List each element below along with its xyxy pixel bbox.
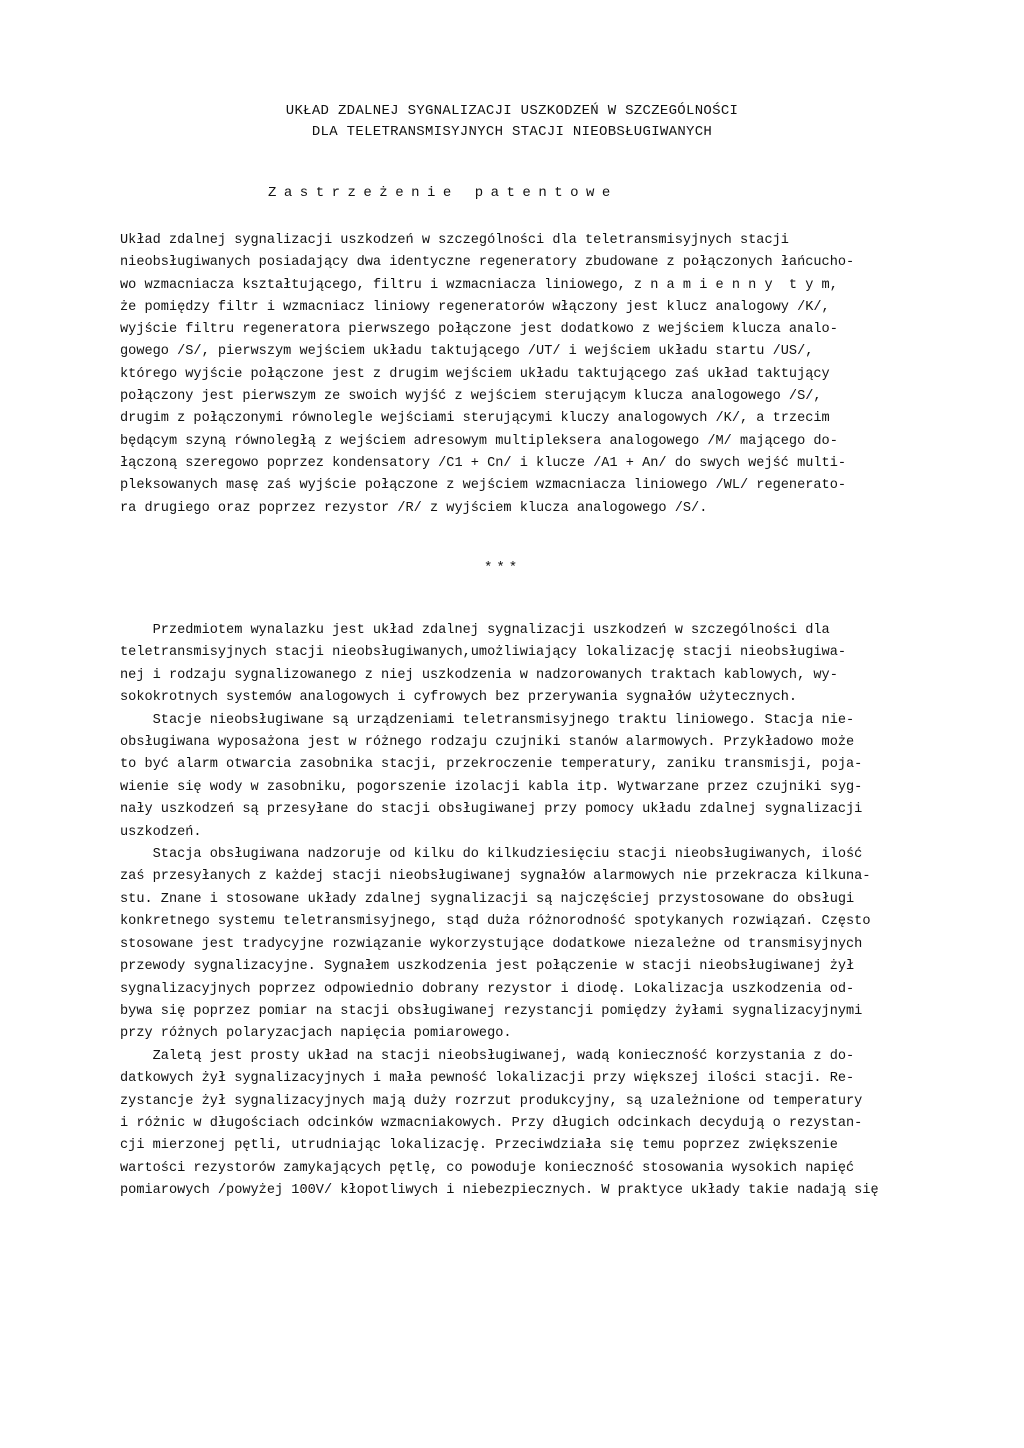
body-line: zaś przesyłanych z każdej stacji nieobsługiwanej sygnałów alarmowych nie przekracza kilkuna- bbox=[120, 869, 871, 885]
claim-line: gowego /S/, pierwszym wejściem układu taktującego /UT/ i wejściem układu startu /US/, bbox=[120, 344, 814, 360]
body-line: Stacja obsługiwana nadzoruje od kilku do kilkudziesięciu stacji nieobsługiwanych, ilość bbox=[120, 847, 863, 863]
claim-line: nieobsługiwanych posiadający dwa identyczne regeneratory zbudowane z połączonych łańcucho- bbox=[120, 255, 855, 271]
document-title-line-1: UKŁAD ZDALNEJ SYGNALIZACJI USZKODZEŃ W SZCZEGÓLNOŚCI bbox=[285, 103, 739, 119]
body-line: i różnic w długościach odcinków wzmacniakowych. Przy długich odcinkach decydują o rezystan- bbox=[120, 1115, 863, 1131]
claim-line: pleksowanych masę zaś wyjście połączone z wejściem wzmacniacza liniowego /WL/ regenerato- bbox=[120, 478, 847, 494]
body-line: nały uszkodzeń są przesyłane do stacji obsługiwanej przy pomocy układu zdalnej sygnalizacji bbox=[120, 802, 863, 818]
body-line: wienie się wody w zasobniku, pogorszenie izolacji kabla itp. Wytwarzane przez czujniki syg- bbox=[120, 779, 863, 795]
body-line: to być alarm otwarcia zasobnika stacji, przekroczenie temperatury, zaniku transmisji, poja- bbox=[120, 757, 863, 773]
body-line: przy różnych polaryzacjach napięcia pomiarowego. bbox=[120, 1026, 512, 1042]
body-line: pomiarowych /powyżej 100V/ kłopotliwych i niebezpiecznych. W praktyce układy takie nadają się bbox=[120, 1183, 879, 1199]
body-line: przewody sygnalizacyjne. Sygnałem uszkodzenia jest połączenie w stacji nieobsługiwanej żył bbox=[120, 959, 855, 975]
body-line: wartości rezystorów zamykających pętlę, co powoduje konieczność stosowania wysokich napięć bbox=[120, 1160, 855, 1176]
document-title-line-2: DLA TELETRANSMISYJNYCH STACJI NIEOBSŁUGIWANYCH bbox=[311, 124, 713, 140]
body-line: stu. Znane i stosowane układy zdalnej sygnalizacji są najczęściej przystosowane do obsługi bbox=[120, 891, 855, 907]
body-line: Stacje nieobsługiwane są urządzeniami teletransmisyjnego traktu liniowego. Stacja nie- bbox=[120, 712, 855, 728]
body-line: sygnalizacyjnych poprzez odpowiednio dobrany rezystor i diodę. Lokalizacja uszkodzenia od- bbox=[120, 981, 855, 997]
section-separator: *** bbox=[484, 560, 522, 576]
body-line: sokokrotnych systemów analogowych i cyfrowych bez przerywania sygnałów użytecznych. bbox=[120, 690, 798, 706]
body-line: bywa się poprzez pomiar na stacji obsługiwanej rezystancji pomiędzy żyłami sygnalizacyjnymi bbox=[120, 1003, 863, 1019]
claims-heading: Zastrzeżenie patentowe bbox=[268, 185, 618, 201]
body-line: uszkodzeń. bbox=[120, 824, 202, 840]
body-line: Przedmiotem wynalazku jest układ zdalnej sygnalizacji uszkodzeń w szczególności dla bbox=[120, 623, 830, 638]
claim-line: którego wyjście połączone jest z drugim wejściem układu taktującego zaś układ taktujący bbox=[120, 366, 830, 382]
claim-line: wyjście filtru regeneratora pierwszego połączone jest dodatkowo z wejściem klucza analo- bbox=[120, 322, 838, 338]
body-line: zystancje żył sygnalizacyjnych mają duży rozrzut produkcyjny, są uzależnione od temperatury bbox=[120, 1093, 863, 1109]
body-line: teletransmisyjnych stacji nieobsługiwanych,umożliwiający lokalizację stacji nieobsługiwa- bbox=[120, 645, 847, 661]
body-line: obsługiwana wyposażona jest w różnego rodzaju czujniki stanów alarmowych. Przykładowo może bbox=[120, 735, 855, 751]
claim-line: że pomiędzy filtr i wzmacniacz liniowy regeneratorów włączony jest klucz analogowy /K/, bbox=[120, 299, 830, 315]
body-line: cji mierzonej pętli, utrudniając lokalizację. Przeciwdziała się temu poprzez zwiększenie bbox=[120, 1138, 838, 1154]
claim-paragraph bbox=[120, 230, 906, 520]
claim-line: wo wzmacniacza kształtującego, filtru i wzmacniacza liniowego, z n a m i e n n y t y m, bbox=[120, 277, 838, 293]
body-line: nej i rodzaju sygnalizowanego z niej uszkodzenia w nadzorowanych traktach kablowych, wy- bbox=[120, 667, 838, 683]
claim-line: łączoną szeregowo poprzez kondensatory /C1 + Cn/ i klucze /A1 + An/ do swych wejść multi- bbox=[120, 455, 847, 471]
body-line: datkowych żył sygnalizacyjnych i mała pewność lokalizacji przy większej ilości stacji. Re- bbox=[120, 1071, 855, 1087]
claim-line: ra drugiego oraz poprzez rezystor /R/ z wyjściem klucza analogowego /S/. bbox=[120, 500, 708, 516]
claim-line: będącym szyną równoległą z wejściem adresowym multipleksera analogowego /M/ mającego do- bbox=[120, 433, 838, 449]
claim-line: drugim z połączonymi równolegle wejściami sterującymi kluczy analogowych /K/, a trzecim bbox=[120, 411, 830, 427]
claim-line: Układ zdalnej sygnalizacji uszkodzeń w szczególności dla teletransmisyjnych stacji bbox=[120, 233, 789, 248]
claim-line: połączony jest pierwszym ze swoich wyjść z wejściem sterującym klucza analogowego /S/, bbox=[120, 389, 822, 405]
body-line: konkretnego systemu teletransmisyjnego, stąd duża różnorodność spotykanych rozwiązań. Często bbox=[120, 914, 871, 930]
body-line: Zaletą jest prosty układ na stacji nieobsługiwanej, wadą konieczność korzystania z do- bbox=[120, 1048, 855, 1064]
description-body bbox=[120, 620, 940, 1203]
body-line: stosowane jest tradycyjne rozwiązanie wykorzystujące dodatkowe niezależne od transmisyjnych bbox=[120, 936, 863, 952]
